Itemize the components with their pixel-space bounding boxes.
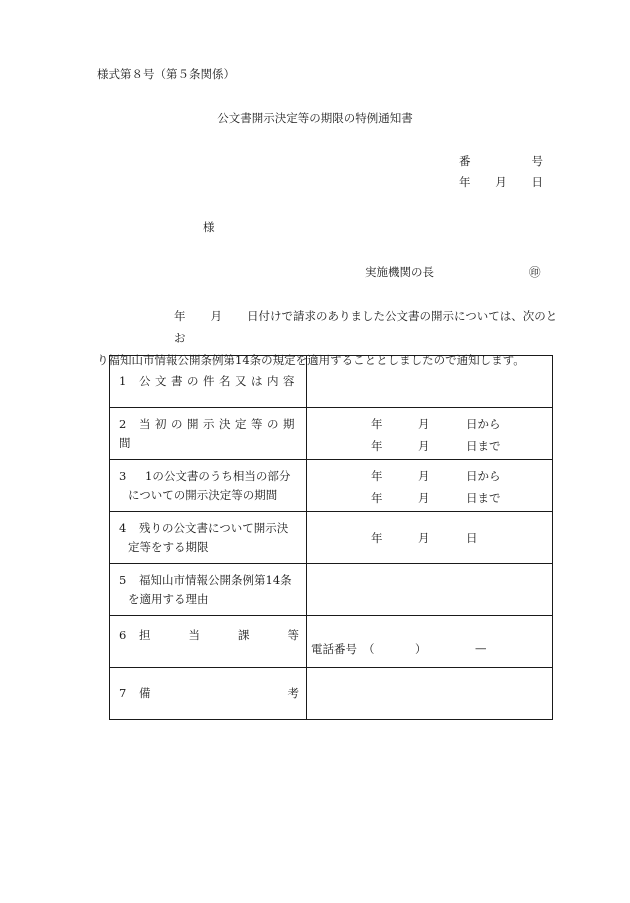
date-year: 年 (459, 175, 471, 189)
row6-value-cell (307, 616, 553, 668)
date-month: 月 (495, 175, 507, 189)
document-title: 公文書開示決定等の期限の特例通知書 (217, 111, 413, 125)
row2-from-date: 年 月 日から (371, 417, 501, 431)
body-year: 年 (174, 309, 186, 323)
issue-date-line (459, 174, 543, 190)
table-row (110, 460, 553, 512)
body-line1-rest: 日付けで請求のありました公文書の開示については、次のとお (174, 309, 558, 345)
row1-value-cell (307, 356, 553, 408)
phone-number-line: 電話番号 （ ） — (311, 641, 487, 656)
row4-value-cell (307, 512, 553, 564)
table-row (110, 616, 553, 668)
agency-head: 実施機関の長 (365, 265, 434, 279)
row3-from-date: 年 月 日から (371, 469, 501, 483)
row5-value-cell (307, 564, 553, 616)
row2-label: 2 当初の開示決定等の期間 (110, 408, 307, 460)
seal-mark: ㊞ (529, 265, 541, 279)
table-row (110, 564, 553, 616)
row1-label: 1 公文書の件名又は内容 (110, 356, 307, 408)
body-month: 月 (210, 309, 222, 323)
notice-table (109, 355, 553, 720)
row4-deadline-date: 年 月 日 (371, 531, 478, 545)
body-line-1 (97, 305, 567, 349)
date-day: 日 (531, 175, 543, 189)
row5-label: 5 福知山市情報公開条例第14条 を適用する理由 (110, 564, 307, 616)
addressee-honorific: 様 (203, 220, 215, 234)
form-number: 様式第８号（第５条関係） (97, 67, 235, 81)
table-row (110, 356, 553, 408)
body-line-2: り福知山市情報公開条例第14条の規定を適用することとしましたので通知します。 (97, 353, 525, 367)
table-row (110, 512, 553, 564)
document-number-line (459, 153, 543, 169)
row3-to-date: 年 月 日まで (371, 491, 501, 505)
row4-label: 4 残りの公文書について開示決 定等をする期限 (110, 512, 307, 564)
number-go: 号 (531, 154, 543, 168)
phone-label: 電話番号 (311, 642, 357, 656)
row3-value-cell (307, 460, 553, 512)
table-row (110, 408, 553, 460)
row6-label: 6 担 当 課 等 (110, 616, 307, 668)
row7-label: 7 備 考 (110, 668, 307, 720)
row7-value-cell (307, 668, 553, 720)
row3-label: 3 1の公文書のうち相当の部分 についての開示決定等の期間 (110, 460, 307, 512)
row2-to-date: 年 月 日まで (371, 439, 501, 453)
table-row (110, 668, 553, 720)
number-ban: 番 (459, 154, 471, 168)
row2-value-cell (307, 408, 553, 460)
